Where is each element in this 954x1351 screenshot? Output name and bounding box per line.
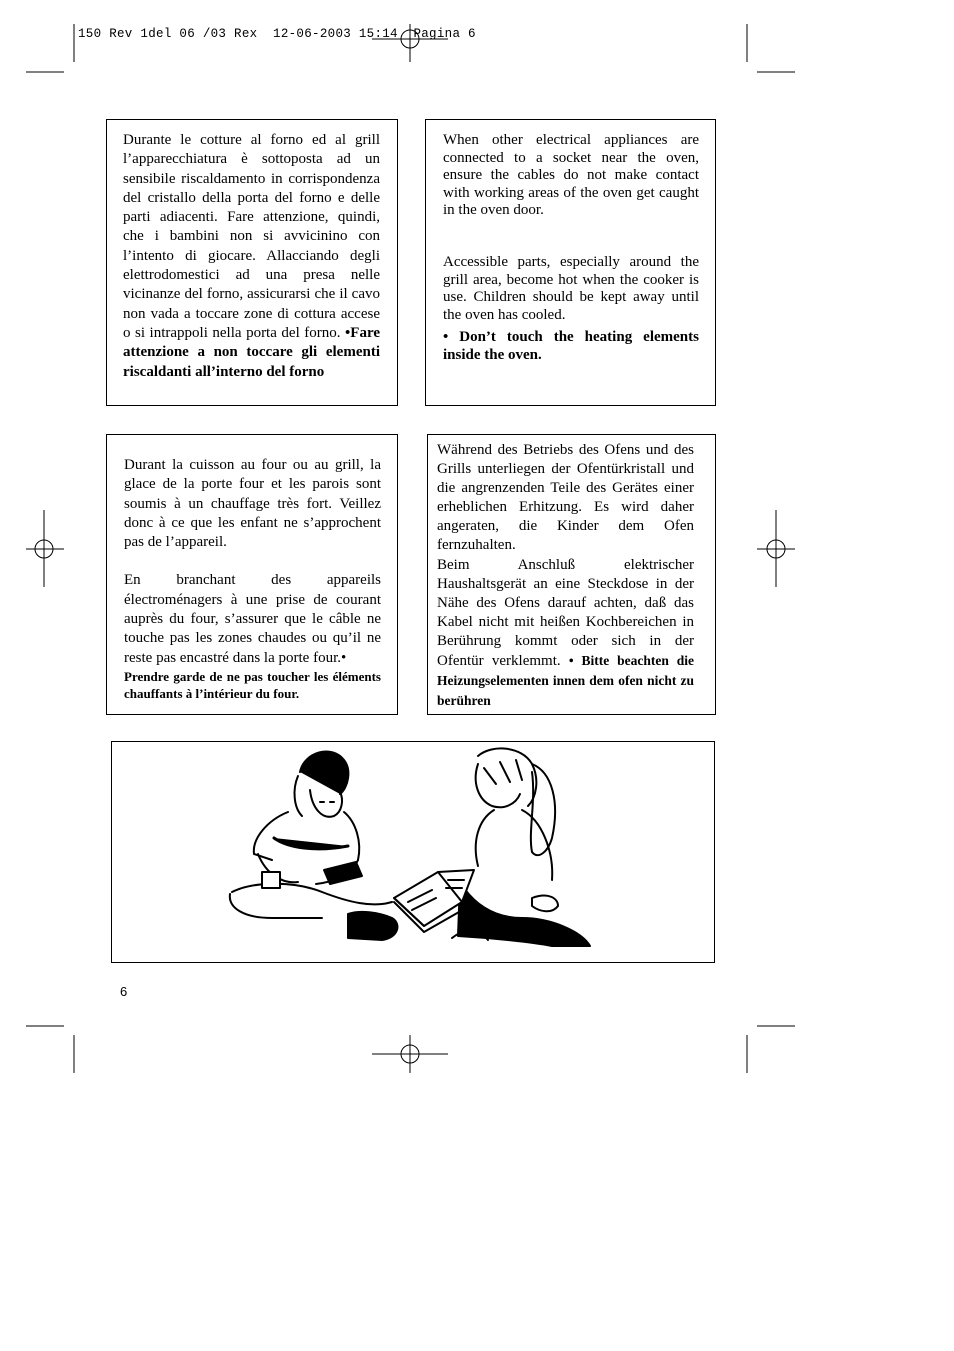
children-reading-illustration xyxy=(112,742,714,962)
italian-warning-box xyxy=(106,119,398,406)
english-bold-warning: • Don’t touch the heating elements inside the oven. xyxy=(443,329,699,363)
german-para-1: Während des Betriebs des Ofens und des Grills unterliegen der Ofentürkristall und die angrenzenden Teile des Gerätes einer erheblichen Erhitzung. Es wird daher angeraten, die Kinder dem Ofen fernzuhalten. xyxy=(437,442,694,554)
english-para-1: When other electrical appliances are connected to a socket near the oven, ensure the cables do not make contact with working areas of the oven get caught in the oven door. xyxy=(443,132,699,219)
german-bold-warning: • Bitte beachten die Heizungselementen innen dem ofen nicht zu berühren xyxy=(437,653,694,709)
german-warning-box xyxy=(427,434,716,715)
english-warning-box xyxy=(425,119,716,406)
french-warning-box xyxy=(106,434,398,715)
french-para-1: Durant la cuisson au four ou au grill, la glace de la porte four et les parois sont soumis à un chauffage très fort. Veillez donc à ce que les enfant ne s’approchent pas de l’appareil. xyxy=(124,457,381,551)
english-para-2: Accessible parts, especially around the grill area, become hot when the cooker is use. Children should be kept away until the oven has cooled. xyxy=(443,253,699,323)
german-para-2: Beim Anschluß elektrischer Haushaltsgerät an eine Steckdose in der Nähe des Ofens darauf achten, daß das Kabel nicht mit heißen Kochbereichen in Berührung kommt oder sich in der Ofentür verklemmt. • Bitte beachten die Heizungselementen innen dem ofen nicht zu berühren xyxy=(437,556,694,709)
italian-bold-warning: •Fare attenzione a non toccare gli elementi riscaldanti all’interno del forno xyxy=(123,324,380,380)
page-number: 6 xyxy=(120,984,128,999)
french-para-2: En branchant des appareils électroménagers à une prise de courant auprès du four, s’assurer que le câble ne touche pas les zones chaudes ou qu’il ne reste pas encastré dans la porte four.• xyxy=(124,572,381,666)
print-slug-header: 150 Rev 1del 06 /03 Rex 12-06-2003 15:14 Pagina 6 xyxy=(78,27,476,41)
children-illustration-frame xyxy=(111,741,715,963)
italian-text: Durante le cotture al forno ed al grill l’apparecchiatura è sottoposta ad un sensibile riscaldamento in corrispondenza del cristallo della porta del forno e delle parti adiacenti. Fare attenzione, quindi, che i bambini non si avvicinino con l’intento di giocare. Allacciando degli elettrodomestici ad una presa nelle vicinanze del forno, assicurarsi che il cavo non vada a toccare zone di cottura accese o si intrappoli nella porta del forno. •Fare attenzione a non toccare gli elementi riscaldanti all’interno del forno xyxy=(123,132,380,380)
french-bold-warning: Prendre garde de ne pas toucher les éléments chauffants à l’intérieur du four. xyxy=(124,668,381,702)
